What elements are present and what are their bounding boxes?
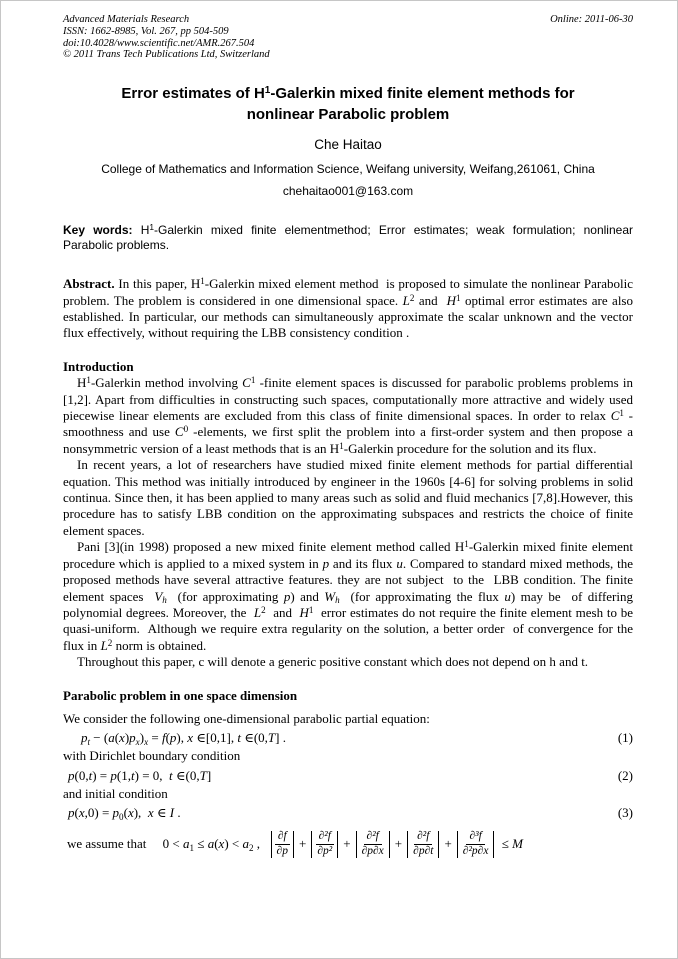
fraction [410,830,436,859]
parabolic-lead-line: We consider the following one-dimensional parabolic partial equation: [63,710,430,726]
author-name: Che Haitao [314,137,382,153]
plus-operator: + [343,836,351,852]
journal-header [63,14,633,61]
keywords-paragraph: Key words: $H^1$-Galerkin mixed finite elementmethod; Error estimates; weak formulation; nonlinear Parabolic problems. [63,222,637,253]
abs-bar [337,831,338,858]
assumption-suffix: ≤ M [498,836,523,852]
fraction [460,830,492,859]
title-line1-pre: Error estimates of H [121,85,265,103]
section-heading-introduction: Introduction [63,358,134,374]
title-line1-post: -Galerkin mixed finite element methods for [270,85,575,103]
abs-bar [293,831,294,858]
abs-value-group [271,830,294,859]
abs-bar [356,831,357,858]
fraction-denominator: ∂²p∂x [462,844,489,857]
abs-bar [493,831,494,858]
title-superscript: 1 [264,85,271,97]
equation-2-body: p(0,t) = p(1,t) = 0, t ∈(0,T] [68,767,212,783]
equation-row-1 [63,729,633,746]
online-date: Online: 2011-06-30 [550,14,633,25]
fraction-numerator: ∂²f [414,830,432,845]
abs-bar [389,831,390,858]
fraction-numerator: ∂²f [316,830,334,845]
fraction-denominator: ∂p∂t [413,844,434,857]
paper-title [63,84,633,124]
abs-value-group [356,830,390,859]
fraction-denominator: ∂p [276,844,288,857]
assumption-line [63,830,633,859]
abs-value-group [407,830,439,859]
copyright-line: © 2011 Trans Tech Publications Ltd, Switzerland [63,49,270,61]
intro-paragraph-1: $H^1$-Galerkin method involving $C^1$ -finite element spaces is discussed for parabolic problems problems in [1,2]. Apart from difficulties in constructing such spaces, computationally more attractive and widely used piecewise linear elements are excluded from this class of finite dimensional spaces. In order to relax $C^1$ -smoothness and use $C^0$ -elements, we first split the problem into a first-order system and then propose a nonsymmetric version of a least methods that is an $H^1$-Galerkin procedure for the solution and its flux. [63,375,637,456]
fraction-denominator: ∂p² [317,844,333,857]
assumption-text: we assume that 0 < a1 ≤ a(x) < a2 , [67,836,267,853]
journal-header-left [63,14,270,61]
intro-paragraph-2: In recent years, a lot of researchers have studied mixed finite element methods for partial differential equation. This method was initially introduced by engineer in the 1960s [4-6] for solving problems in solid continua. Since then, it has been applied to many areas such as solid and fluid mechanics [7,8].However, this procedure has to satisfy LBB condition on the approximating subspaces and restricts the choice of finite element spaces. [63,457,637,538]
abs-bar [457,831,458,858]
fraction-denominator: ∂p∂x [361,844,384,857]
section-heading-parabolic: Parabolic problem in one space dimension [63,687,298,703]
initial-condition-line: and initial condition [63,785,168,801]
fraction-numerator: ∂³f [466,830,484,845]
equation-row-2 [63,767,633,784]
fraction [359,830,387,859]
affiliation: College of Mathematics and Information Science, Weifang university, Weifang,261061, China [101,162,595,177]
equation-2-number: (2) [617,767,633,783]
abs-bar [438,831,439,858]
fraction [314,830,335,859]
equation-row-3 [63,804,633,821]
equation-3-body: p(x,0) = p0(x), x ∈ I . [68,805,181,822]
abs-bar [271,831,272,858]
fraction-numerator: ∂f [275,830,290,845]
abs-bar [407,831,408,858]
plus-operator: + [298,836,307,852]
abs-value-group [311,830,338,859]
abs-value-group [457,830,495,859]
dirichlet-condition-line: with Dirichlet boundary condition [63,748,241,764]
intro-paragraph-3: Pani [3](in 1998) proposed a new mixed finite element method called $H^1$-Galerkin mixed finite element procedure which is applied to a mixed system in p and its flux u. Compared to standard mixed methods, the proposed methods have several attractive features. they are not subject to the LBB condition. The finite element spaces Vh (for approximating p) and Wh (for approximating the flux u) may be of differing polynomial degrees. Moreover, the $L^2$ and $H^1$ error estimates do not require the finite element mesh to be quasi-uniform. Although we require extra regularity on the solution, a better order of convergence for the flux in $L^2$ norm is obtained. [63,539,637,653]
doi-line: doi:10.4028/www.scientific.net/AMR.267.504 [63,37,255,49]
plus-operator: + [444,836,452,852]
abstract-paragraph: Abstract. In this paper, $H^1$-Galerkin mixed element method is proposed to simulate the nonlinear Parabolic problem. The problem is considered in one dimensional space. $L^2$ and $H^1$ optimal error estimates are also established. In particular, our methods can simultaneously approximate the scalar unknown and the vector flux effectively, without requiring the LBB consistency condition . [63,276,637,341]
intro-paragraph-4: Throughout this paper, c will denote a generic positive constant which does not depend on h and t. [77,654,589,670]
abs-bar [311,831,312,858]
fraction-numerator: ∂²f [364,830,382,845]
equation-3-number: (3) [617,805,633,821]
assumption-fractions [270,830,496,859]
email-address: chehaitao001@163.com [282,184,414,199]
title-line2: nonlinear Parabolic problem [246,106,450,124]
equation-1-body: pt − (a(x)px)x = f(p), x ∈[0,1], t ∈(0,T] . [81,730,286,747]
fraction [274,830,291,859]
equation-1-number: (1) [617,730,633,746]
journal-name: Advanced Materials Research [63,14,190,25]
issn-line: ISSN: 1662-8985, Vol. 267, pp 504-509 [63,25,229,37]
plus-operator: + [394,836,403,852]
